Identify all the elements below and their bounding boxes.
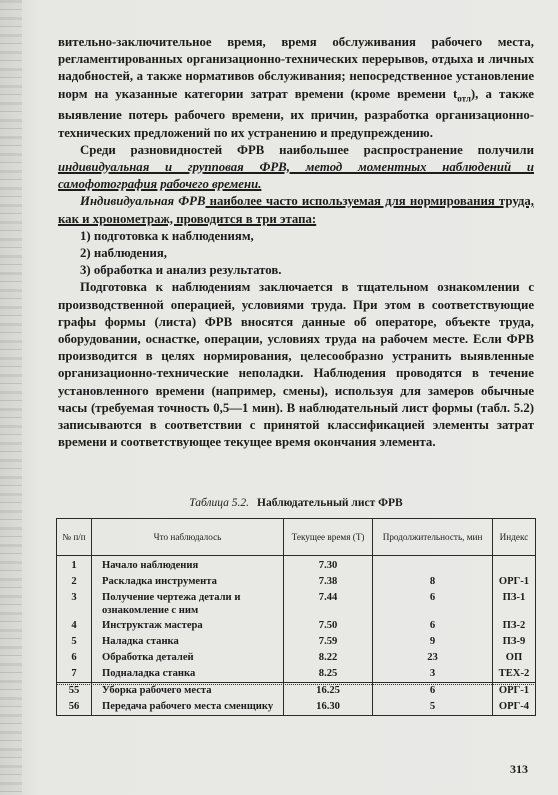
table-break-line (56, 684, 536, 685)
cell-current-time: 7.44 (284, 590, 373, 618)
table-row (57, 650, 536, 666)
paragraph-5: Подготовка к наблюдениям заключается в тщательном ознакомлении с производственной операцией, условиями труда. При этом в соответствующие графы формы (листа) ФРВ вносятся данные об операторе, объекте труда, оборудовании, оснастке, операции, условиях труда на рабочем месте. Если ФРВ производится в целях нормирования, целесообразно устранить выявленные организационно-технические неполадки. Наблюдения проводятся в течение установленного времени (например, смены), используя для замеров обычные часы (требуемая точность 0,5—1 мин). В наблюдательный лист формы (табл. 5.2) записываются в соответствии с принятой классификацией элементы затрат времени и соответствующее текущее время окончания элемента. (58, 280, 534, 450)
cell-observed: Уборка рабочего места (92, 683, 284, 700)
cell-index: ПЗ-2 (492, 618, 535, 634)
cell-number: 6 (57, 650, 92, 666)
cell-observed: Получение чертежа детали и ознакомление с ним (92, 590, 284, 618)
cell-observed: Раскладка инструмента (92, 574, 284, 590)
cell-observed: Инструктаж мастера (92, 618, 284, 634)
cell-observed: Наладка станка (92, 634, 284, 650)
cell-current-time: 8.25 (284, 666, 373, 683)
cell-number: 7 (57, 666, 92, 683)
frv-types: индивидуальная и групповая ФРВ, метод моментных наблюдений и самофотография рабочего времени. (58, 159, 534, 192)
cell-index: ОП (492, 650, 535, 666)
cell-duration: 8 (373, 574, 493, 590)
cell-number: 55 (57, 683, 92, 700)
cell-duration: 9 (373, 634, 493, 650)
cell-number: 56 (57, 699, 92, 716)
col-header-current-time: Текущее время (Т) (284, 519, 373, 556)
col-header-index: Индекс (492, 519, 535, 556)
cell-index: ПЗ-1 (492, 590, 535, 618)
cell-observed: Передача рабочего места сменщику (92, 699, 284, 716)
table-row (57, 618, 536, 634)
stages-list (58, 228, 534, 280)
stage-item: 2) наблюдения, (80, 245, 167, 260)
cell-duration: 23 (373, 650, 493, 666)
cell-current-time: 8.22 (284, 650, 373, 666)
table-row (57, 590, 536, 618)
cell-index: ПЗ-9 (492, 634, 535, 650)
observation-table (56, 518, 536, 716)
body-text (58, 34, 534, 451)
col-header-observed: Что наблюдалось (92, 519, 284, 556)
table-caption: Таблица 5.2. Наблюдательный лист ФРВ (189, 497, 403, 509)
cell-number: 1 (57, 556, 92, 575)
stage-item: 1) подготовка к наблюдениям, (80, 228, 254, 243)
cell-number: 2 (57, 574, 92, 590)
paragraph-3: Индивидуальная ФРВ наиболее часто используемая для нормирования труда, как и хронометраж, проводится в три этапа: (58, 194, 534, 226)
cell-number: 4 (57, 618, 92, 634)
cell-current-time: 7.50 (284, 618, 373, 634)
page-binding-edge (0, 0, 22, 795)
cell-index: ОРГ-1 (492, 683, 535, 700)
page-number: 313 (510, 762, 528, 776)
cell-duration: 6 (373, 590, 493, 618)
cell-current-time: 16.30 (284, 699, 373, 716)
stage-item: 3) обработка и анализ результатов. (80, 263, 282, 278)
cell-current-time: 7.59 (284, 634, 373, 650)
cell-current-time: 7.30 (284, 556, 373, 575)
cell-duration: 3 (373, 666, 493, 683)
cell-number: 5 (57, 634, 92, 650)
cell-duration: 6 (373, 683, 493, 700)
cell-index (492, 556, 535, 575)
cell-index: ОРГ-4 (492, 699, 535, 716)
cell-duration: 5 (373, 699, 493, 716)
table-row (57, 574, 536, 590)
cell-duration (373, 556, 493, 575)
paragraph-2: Среди разновидностей ФРВ наибольшее распространение получили индивидуальная и групповая ФРВ, метод моментных наблюдений и самофотография рабочего времени. (58, 142, 534, 192)
table-row (57, 666, 536, 683)
cell-observed: Начало наблюдения (92, 556, 284, 575)
cell-observed: Подналадка станка (92, 666, 284, 683)
table-row (57, 634, 536, 650)
col-header-number: № п/п (57, 519, 92, 556)
cell-index: ОРГ-1 (492, 574, 535, 590)
col-header-duration: Продолжительность, мин (373, 519, 493, 556)
cell-index: ТЕХ-2 (492, 666, 535, 683)
cell-duration: 6 (373, 618, 493, 634)
cell-current-time: 7.38 (284, 574, 373, 590)
cell-number: 3 (57, 590, 92, 618)
table-row (57, 699, 536, 716)
cell-observed: Обработка деталей (92, 650, 284, 666)
cell-current-time: 16.25 (284, 683, 373, 700)
paragraph-1: вительно-заключительное время, время обслуживания рабочего места, регламентированных организационно-технических перерывов, отдыха и личных надобностей, а также нормативов обслуживания; непосредственное установление норм на указанные категории затрат времени (кроме времени $t_{отл}$), а также выявление потерь рабочего времени, их причин, разработка организационно-технических предложений по их устранению и предупреждению. (58, 35, 534, 140)
table-row (57, 556, 536, 575)
